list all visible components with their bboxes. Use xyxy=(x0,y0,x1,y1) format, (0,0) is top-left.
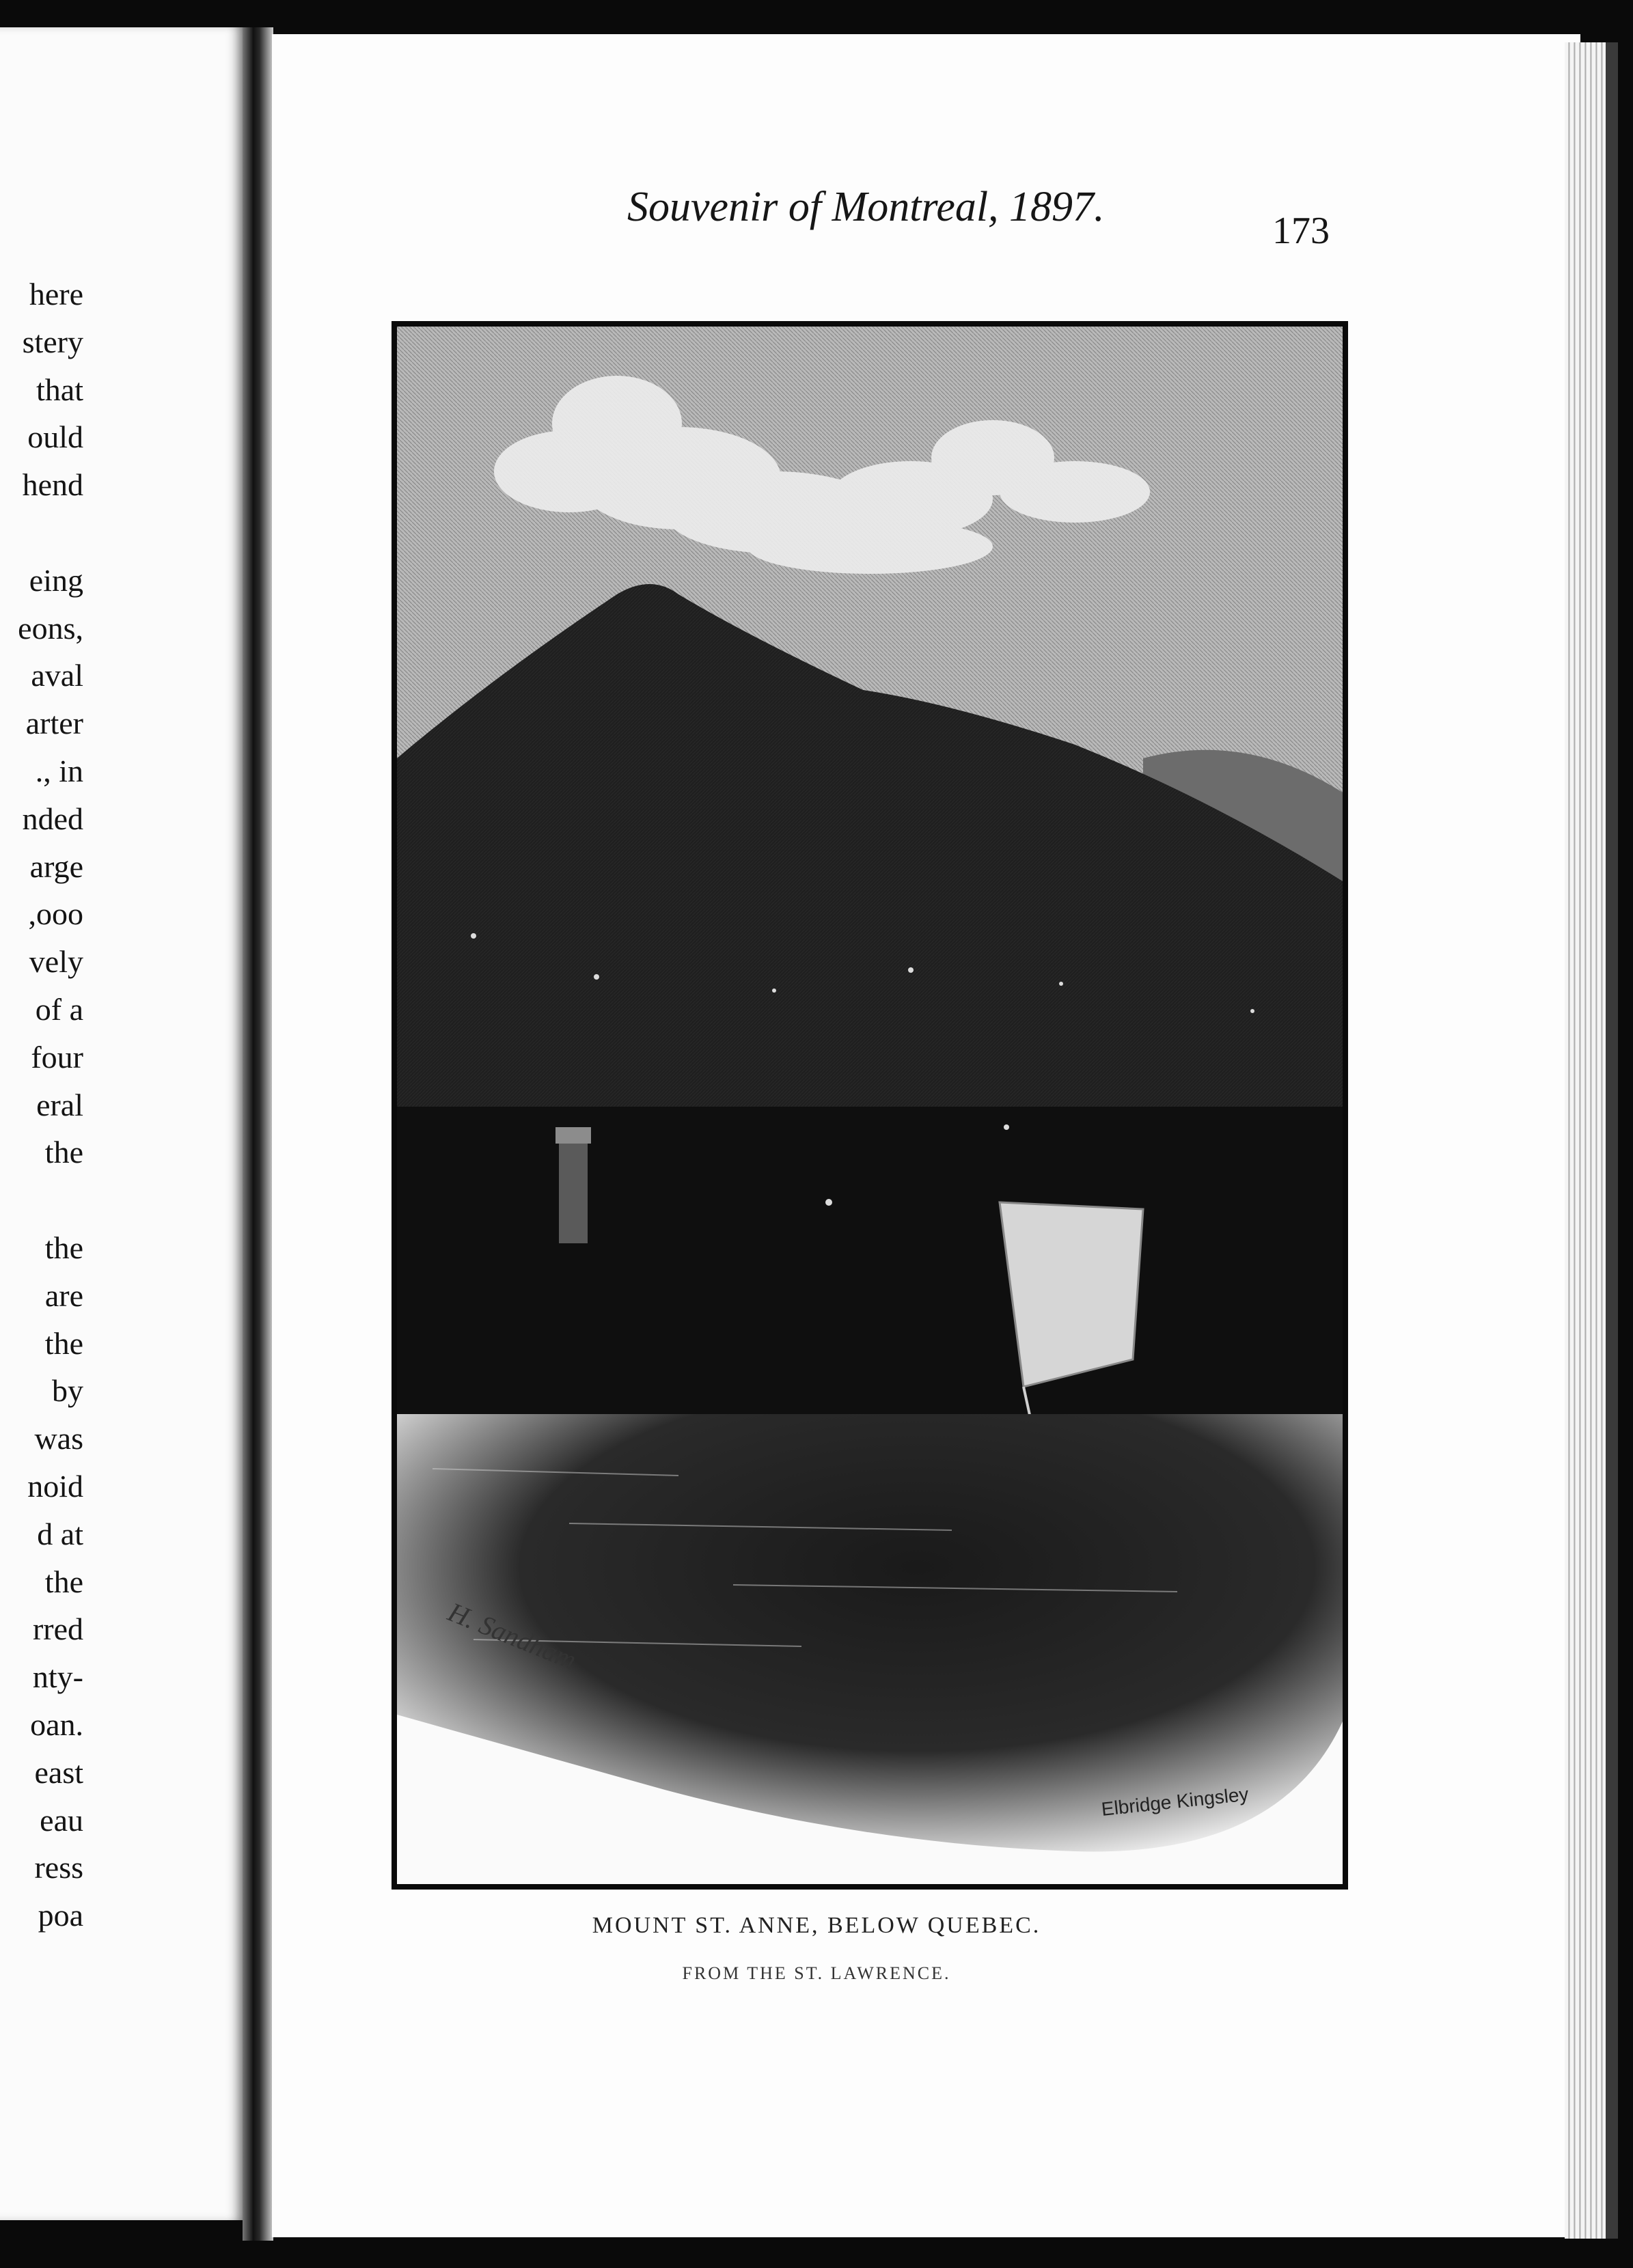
left-page-line: nty- xyxy=(32,1659,83,1695)
left-page-line: arge xyxy=(29,848,83,884)
left-page-line: the xyxy=(44,1135,83,1170)
shoreline xyxy=(397,1107,1343,1414)
left-page-line: of a xyxy=(35,992,83,1027)
book-cover-edge xyxy=(1606,42,1618,2239)
left-page-line: nded xyxy=(22,801,83,836)
left-page-line: the xyxy=(44,1564,83,1599)
plate-caption-title: MOUNT ST. ANNE, BELOW QUEBEC. xyxy=(592,1913,1041,1938)
left-page-line: rred xyxy=(32,1612,83,1647)
left-page-line: are xyxy=(44,1277,83,1313)
left-page-line: here xyxy=(29,277,83,312)
left-page-line: four xyxy=(31,1039,83,1075)
left-page-line: vely xyxy=(29,944,83,980)
left-page-line: stery xyxy=(22,324,83,359)
left-page-line: eons, xyxy=(18,610,83,646)
left-page-line: d at xyxy=(37,1516,83,1551)
left-page-line: ., in xyxy=(35,753,83,788)
left-page xyxy=(0,27,243,2220)
running-head: Souvenir of Montreal, 1897. xyxy=(627,184,1105,230)
left-page-line: arter xyxy=(25,706,83,741)
left-page-line: east xyxy=(34,1754,83,1790)
left-page-line: noid xyxy=(27,1469,83,1504)
left-page-line: ,ooo xyxy=(28,896,83,932)
left-page-line: eau xyxy=(40,1802,83,1838)
left-page-line: ould xyxy=(27,419,83,455)
left-page-line: poa xyxy=(38,1898,83,1933)
left-page-line: eing xyxy=(29,562,83,598)
left-page-line: the xyxy=(44,1230,83,1265)
left-page-line: oan. xyxy=(30,1707,83,1742)
left-page-line: by xyxy=(52,1373,83,1409)
page-number: 173 xyxy=(1272,210,1330,252)
left-page-line: eral xyxy=(36,1087,83,1122)
page-edges xyxy=(1565,42,1609,2239)
boat-sail xyxy=(1000,1202,1143,1387)
engraving-illustration xyxy=(392,321,1348,1890)
engraver-signature: Elbridge Kingsley xyxy=(1100,1783,1250,1820)
tower xyxy=(559,1141,588,1243)
left-page-line: ress xyxy=(34,1850,83,1885)
engraving-plate xyxy=(392,321,1348,1890)
left-page-line: hend xyxy=(22,467,83,503)
left-page-line: that xyxy=(36,372,83,407)
book-gutter xyxy=(243,27,273,2241)
left-page-line: was xyxy=(34,1421,83,1456)
left-page-line: the xyxy=(44,1325,83,1361)
left-page-line: aval xyxy=(31,658,83,693)
artist-signature: H. Sandham xyxy=(443,1596,581,1676)
plate-caption-subtitle: FROM THE ST. LAWRENCE. xyxy=(682,1963,951,1983)
